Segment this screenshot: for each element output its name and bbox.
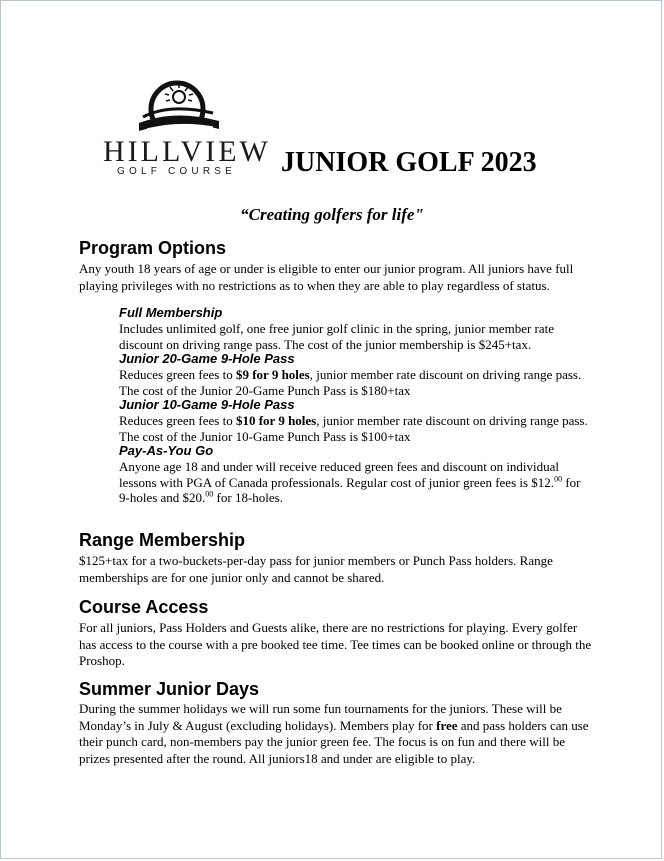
page-title: JUNIOR GOLF 2023	[281, 147, 537, 178]
summer-junior-days-heading: Summer Junior Days	[79, 679, 260, 699]
tagline: “Creating golfers for life"	[240, 205, 424, 224]
course-access-text: For all juniors, Pass Holders and Guests alike, there are no restrictions for playing. Every golfer has access to the course with a pre booked tee time. Tee times can be booked online or through the Proshop.	[79, 620, 592, 668]
junior-20-game-heading: Junior 20-Game 9-Hole Pass	[119, 351, 295, 366]
hillview-logo	[101, 79, 271, 179]
pay-as-you-go-text: Anyone age 18 and under will receive reduced green fees and discount on individual lessons with PGA of Canada professionals. Regular cost of junior green fees is $12.00 for 9-holes and $20.00 for 18-holes.	[119, 459, 581, 505]
junior-20-game-text: Reduces green fees to $9 for 9 holes, junior member rate discount on driving range pass. The cost of the Junior 20-Game Punch Pass is $180+tax	[119, 367, 582, 398]
junior-10-game-heading: Junior 10-Game 9-Hole Pass	[119, 397, 295, 412]
program-intro: Any youth 18 years of age or under is eligible to enter our junior program. All juniors have full playing privileges with no restrictions as to when they are able to play regardless of status.	[79, 261, 574, 293]
pay-as-you-go-heading: Pay-As-You Go	[119, 443, 214, 458]
course-access-heading: Course Access	[79, 597, 209, 617]
summer-junior-days-text: During the summer holidays we will run some fun tournaments for the juniors. These will be Monday’s in July & August (excluding holidays). Members play for free and pass holders can use their punch card, non-members pay the junior green fee. The focus is on fun and there will be prizes presented after the round. All juniors18 and under are eligible to play.	[79, 701, 589, 766]
logo-subtitle: GOLF COURSE	[117, 166, 236, 177]
logo-wordmark: HILLVIEW	[103, 135, 271, 168]
full-membership-text: Includes unlimited golf, one free junior golf clinic in the spring, junior member rate discount on driving range pass. The cost of the junior membership is $245+tax.	[119, 321, 555, 352]
range-membership-heading: Range Membership	[79, 530, 246, 550]
sun-hills-emblem-icon	[129, 79, 229, 137]
full-membership-heading: Full Membership	[119, 305, 223, 320]
range-membership-text: $125+tax for a two-buckets-per-day pass for junior members or Punch Pass holders. Range memberships are for one junior only and cannot be shared.	[79, 553, 553, 585]
junior-10-game-text: Reduces green fees to $10 for 9 holes, junior member rate discount on driving range pass. The cost of the Junior 10-Game Punch Pass is $100+tax	[119, 413, 588, 444]
program-options-heading: Program Options	[79, 238, 227, 258]
